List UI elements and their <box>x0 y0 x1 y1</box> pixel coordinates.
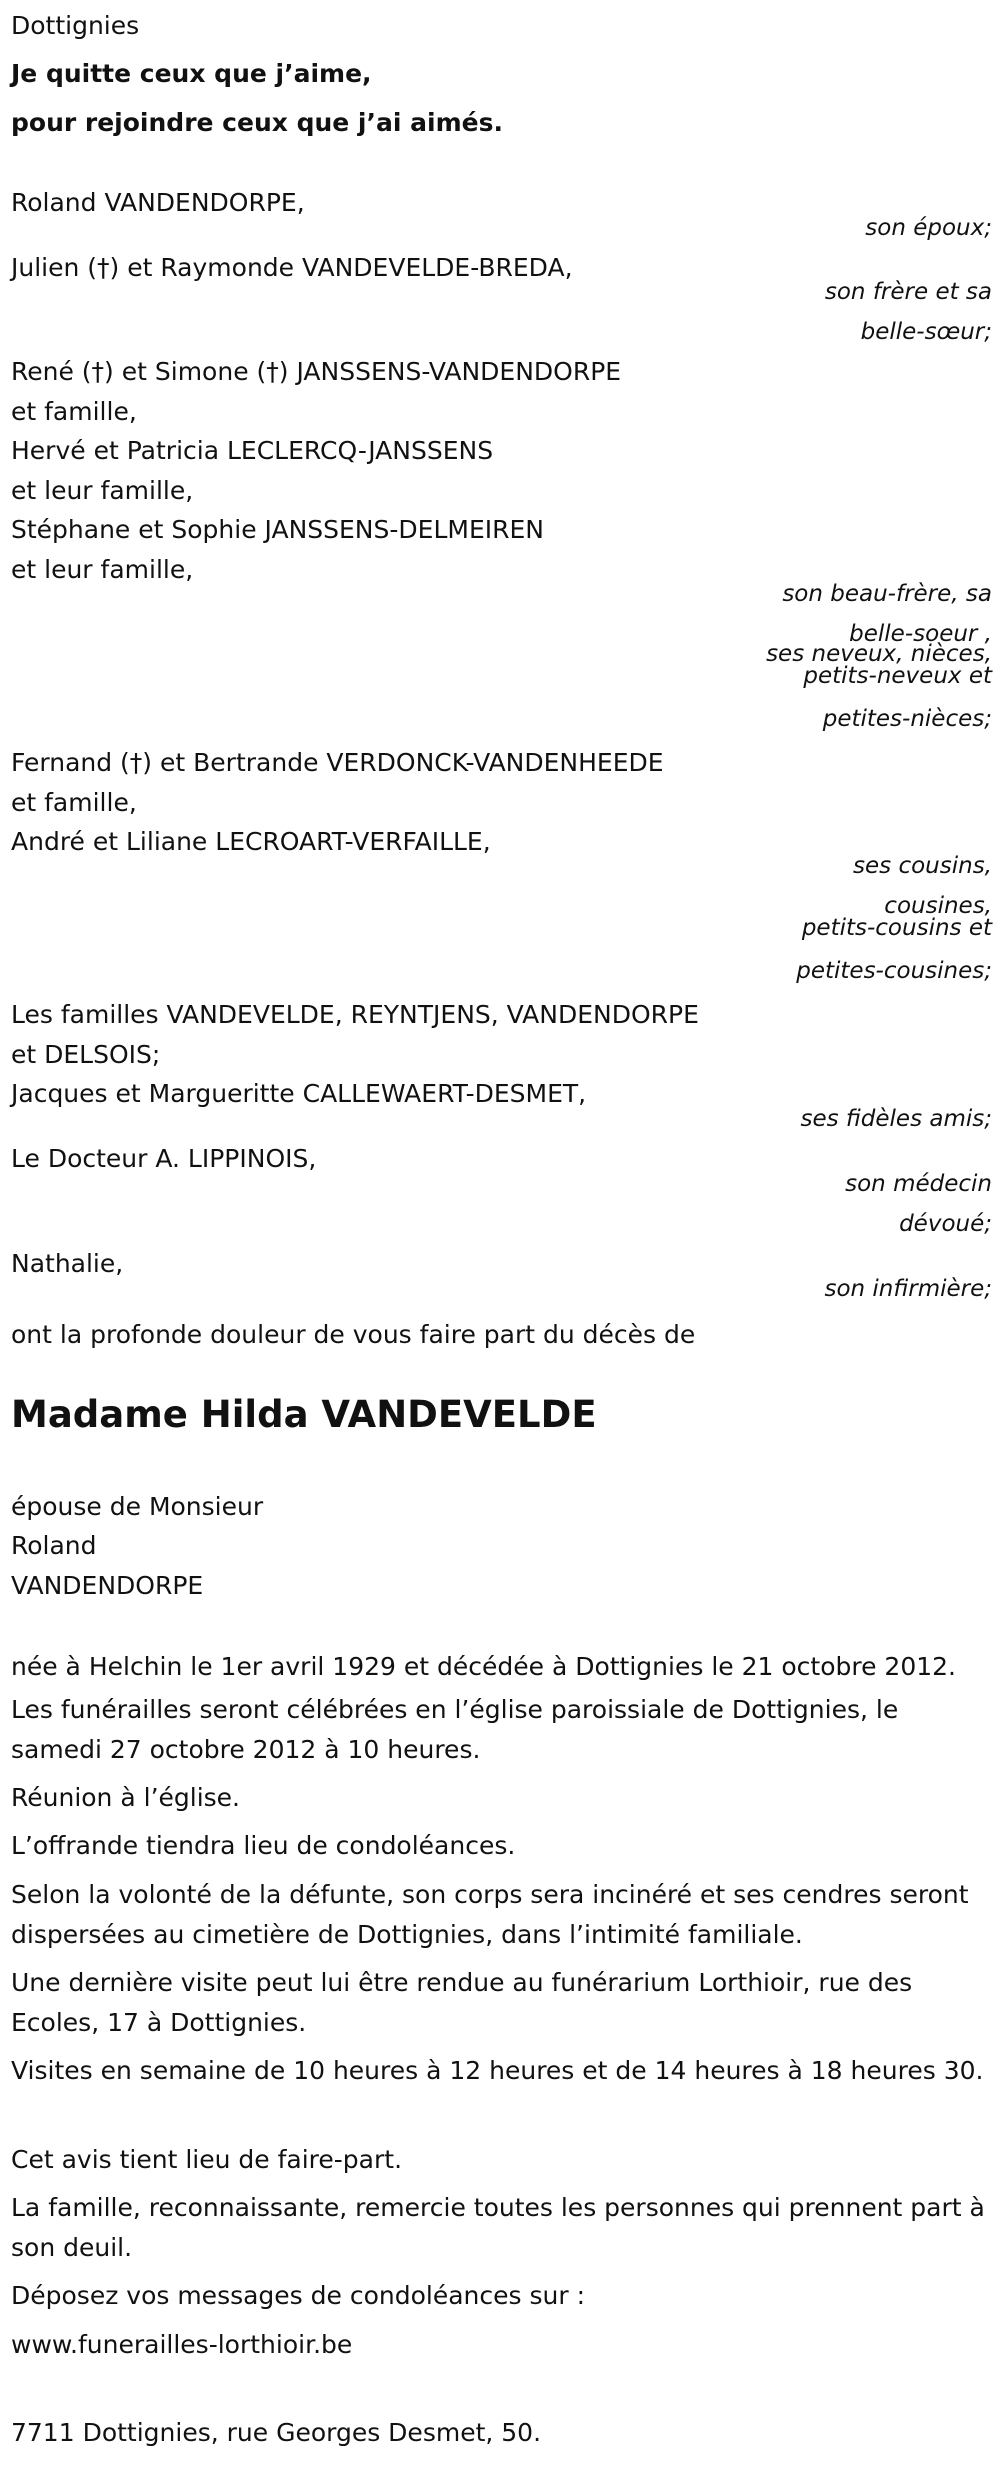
cousins-relation-4: petites-cousines; <box>796 958 992 984</box>
spouse-line-3: VANDENDORPE <box>11 1571 204 1600</box>
funeral-text: Les funérailles seront célébrées en l’église paroissiale de Dottignies, le samedi 27 octobre 2012 à 10 heures. <box>11 1695 899 1764</box>
sibling-relation-2: belle-sœur; <box>860 319 992 345</box>
inlaws-relation-2: belle-soeur , <box>849 621 992 647</box>
thanks-text: La famille, reconnaissante, remercie toutes les personnes qui prennent part à son deuil. <box>11 2193 985 2262</box>
families-line-2: et DELSOIS; <box>11 1040 161 1069</box>
nurse-name: Nathalie, <box>11 1249 124 1278</box>
spouse-line-1: épouse de Monsieur <box>11 1492 264 1521</box>
condolences-text: Déposez vos messages de condoléances sur : <box>11 2281 586 2310</box>
families-line-1: Les familles VANDEVELDE, REYNTJENS, VANDENDORPE <box>11 1000 699 1029</box>
visit-text: Une dernière visite peut lui être rendue au funérarium Lorthioir, rue des Ecoles, 17 à Dottignies. <box>11 1968 913 2037</box>
cremation-text: Selon la volonté de la défunte, son corps sera incinéré et ses cendres seront dispersées au cimetière de Dottignies, dans l’intimité familiale. <box>11 1880 969 1949</box>
birth-death-text: née à Helchin le 1er avril 1929 et décédée à Dottignies le 21 octobre 2012. <box>11 1652 956 1681</box>
inlaws-line-4: et leur famille, <box>11 476 194 505</box>
cousins-line-3: André et Liliane LECROART-VERFAILLE, <box>11 827 491 856</box>
husband-relation: son époux; <box>865 215 992 241</box>
offering-text: L’offrande tiendra lieu de condoléances. <box>11 1831 516 1860</box>
doctor-name: Le Docteur A. LIPPINOIS, <box>11 1144 317 1173</box>
doctor-relation-1: son médecin <box>845 1171 992 1197</box>
quote-line-1: Je quitte ceux que j’aime, <box>11 59 372 88</box>
inlaws-line-6: et leur famille, <box>11 555 194 584</box>
inlaws-relation-3: ses neveux, nièces, <box>766 641 992 667</box>
inlaws-line-1: René (†) et Simone (†) JANSSENS-VANDENDORPE <box>11 357 622 386</box>
place-name: Dottignies <box>11 11 140 40</box>
cousins-line-1: Fernand (†) et Bertrande VERDONCK-VANDENHEEDE <box>11 748 664 777</box>
friends-name: Jacques et Margueritte CALLEWAERT-DESMET, <box>11 1079 587 1108</box>
website-text: www.funerailles-lorthioir.be <box>11 2330 353 2359</box>
husband-name: Roland VANDENDORPE, <box>11 188 305 217</box>
nurse-relation: son infirmière; <box>824 1276 992 1302</box>
inlaws-line-2: et famille, <box>11 397 137 426</box>
quote-line-2: pour rejoindre ceux que j’ai aimés. <box>11 108 503 137</box>
meeting-text: Réunion à l’église. <box>11 1783 241 1812</box>
inlaws-relation-4: petits-neveux et <box>803 663 992 689</box>
notice-text: Cet avis tient lieu de faire-part. <box>11 2145 403 2174</box>
cousins-relation-3: petits-cousins et <box>801 915 992 941</box>
inlaws-line-5: Stéphane et Sophie JANSSENS-DELMEIREN <box>11 515 544 544</box>
cousins-line-2: et famille, <box>11 788 137 817</box>
announcement-intro: ont la profonde douleur de vous faire part du décès de <box>11 1320 696 1349</box>
address-text: 7711 Dottignies, rue Georges Desmet, 50. <box>11 2418 542 2447</box>
visit-hours-text: Visites en semaine de 10 heures à 12 heures et de 14 heures à 18 heures 30. <box>11 2056 984 2085</box>
spouse-line-2: Roland <box>11 1531 97 1560</box>
inlaws-relation-5: petites-nièces; <box>822 706 992 732</box>
sibling-name: Julien (†) et Raymonde VANDEVELDE-BREDA, <box>11 253 573 282</box>
friends-relation: ses fidèles amis; <box>800 1106 992 1132</box>
inlaws-relation-1: son beau-frère, sa <box>782 581 992 607</box>
cousins-relation-2: cousines, <box>884 893 992 919</box>
cousins-relation-1: ses cousins, <box>853 853 992 879</box>
sibling-relation-1: son frère et sa <box>824 279 992 305</box>
deceased-name: Madame Hilda VANDEVELDE <box>11 1393 597 1436</box>
inlaws-line-3: Hervé et Patricia LECLERCQ-JANSSENS <box>11 436 494 465</box>
doctor-relation-2: dévoué; <box>899 1211 992 1237</box>
